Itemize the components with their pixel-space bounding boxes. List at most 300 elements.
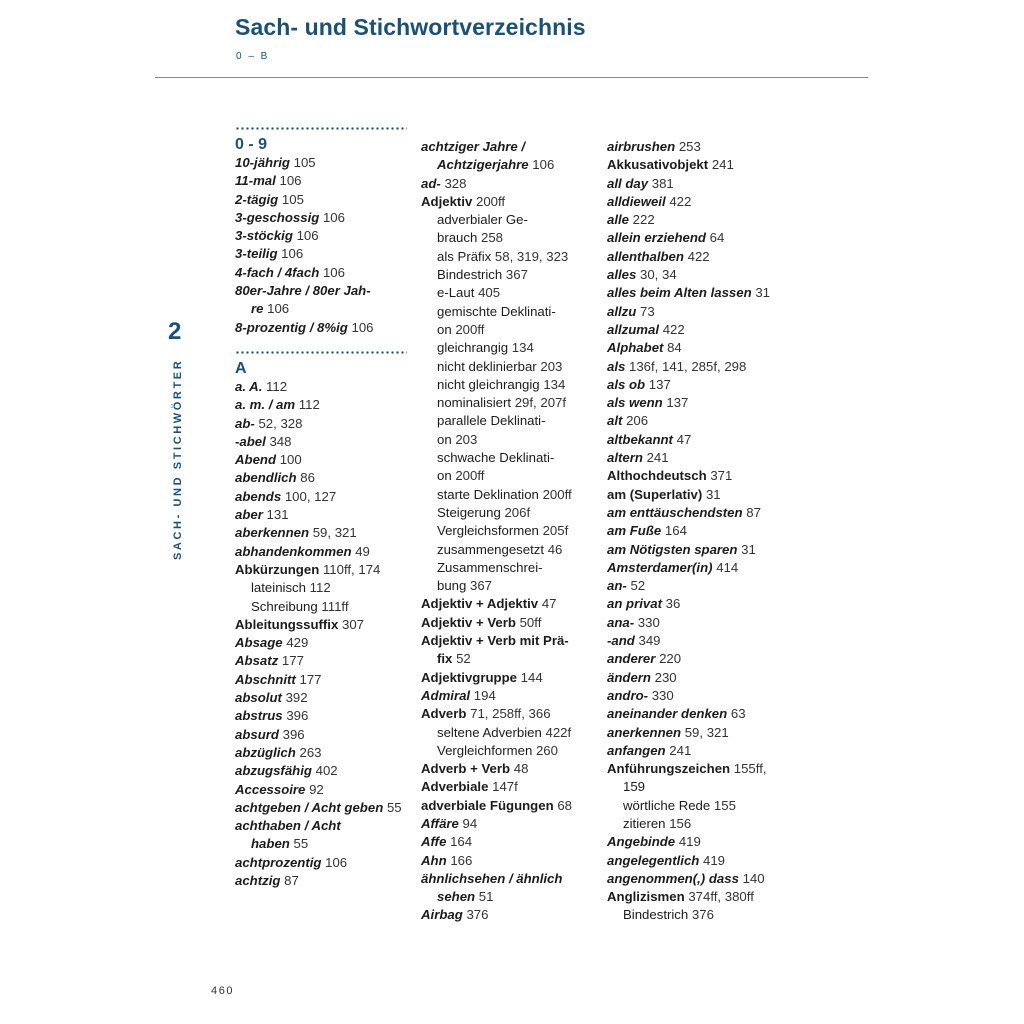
- index-entry: [607, 138, 787, 156]
- entry-pages: 68: [557, 797, 572, 813]
- entry-pages: 381: [651, 175, 674, 191]
- index-entry: [607, 156, 787, 174]
- index-entry: [235, 245, 415, 263]
- index-subentry: [421, 541, 601, 559]
- entry-term: nicht deklinierbar: [437, 358, 537, 374]
- entry-pages: 58, 319, 323: [494, 248, 569, 264]
- index-entry: [607, 193, 787, 211]
- entry-term: 10-jährig: [235, 155, 290, 170]
- entry-term: Vergleichsformen: [437, 523, 539, 539]
- entry-pages: 31: [741, 541, 756, 557]
- entry-pages: 307: [341, 616, 364, 632]
- index-entry: [607, 467, 787, 485]
- entry-pages: 106: [296, 228, 319, 244]
- entry-pages: 55: [386, 799, 402, 815]
- index-entry: [607, 284, 787, 302]
- entry-term: Absage: [235, 635, 283, 651]
- index-entry: [607, 724, 787, 742]
- entry-pages: 131: [266, 507, 289, 523]
- entry-term: achtziger Jahre /: [421, 139, 526, 154]
- entry-term: 80er-Jahre / 80er Jah-: [235, 283, 371, 299]
- entry-term: Althochdeutsch: [607, 468, 707, 484]
- index-subentry: [235, 598, 415, 616]
- entry-term: angelegentlich: [607, 852, 700, 868]
- index-subentry: [235, 300, 415, 318]
- index-entry: [235, 319, 415, 337]
- entry-term: an privat: [607, 596, 662, 612]
- entry-pages: 52, 328: [258, 415, 303, 431]
- entry-term: Adverb: [421, 706, 467, 722]
- entry-pages: 405: [478, 285, 501, 301]
- entry-pages: 84: [667, 340, 682, 356]
- index-subentry: [607, 778, 787, 796]
- entry-pages: 155ff,: [733, 761, 767, 777]
- section-divider: [235, 127, 407, 130]
- index-entry: [235, 209, 415, 227]
- index-subentry: [607, 797, 787, 815]
- entry-pages: 52: [630, 578, 646, 594]
- entry-term: Bindestrich: [437, 267, 503, 283]
- index-entry: [607, 431, 787, 449]
- entry-pages: 422: [669, 193, 692, 209]
- index-entry: [235, 726, 415, 744]
- entry-term: 3-stöckig: [235, 228, 293, 244]
- entry-term: als Präfix: [437, 248, 492, 264]
- index-entry: [421, 852, 601, 870]
- entry-term: airbrushen: [607, 139, 676, 154]
- entry-term: ad-: [421, 175, 441, 191]
- index-entry: [235, 854, 415, 872]
- entry-pages: 31: [705, 486, 721, 502]
- entry-term: ab-: [235, 415, 255, 431]
- entry-term: am (Superlativ): [607, 486, 703, 502]
- index-subentry: [421, 339, 601, 357]
- entry-pages: 100: [279, 452, 302, 468]
- entry-term: Angebinde: [607, 834, 676, 850]
- entry-pages: 134: [511, 340, 534, 356]
- entry-pages: 348: [269, 433, 292, 449]
- entry-pages: 371: [710, 468, 733, 484]
- index-subentry: [421, 156, 601, 174]
- entry-term: wörtliche Rede: [623, 797, 711, 813]
- entry-term: Achtzigerjahre: [437, 157, 529, 173]
- index-entry: [607, 412, 787, 430]
- entry-term: Abend: [235, 452, 277, 468]
- entry-term: allzu: [607, 303, 637, 319]
- entry-term: 8-prozentig / 8%ig: [235, 319, 348, 335]
- entry-term: anderer: [607, 651, 656, 667]
- entry-pages: 87: [284, 872, 299, 888]
- entry-term: am Nötigsten sparen: [607, 541, 738, 557]
- entry-pages: 64: [709, 230, 725, 246]
- index-subentry: [421, 358, 601, 376]
- entry-pages: 29f, 207f: [514, 395, 567, 411]
- index-entry: [607, 705, 787, 723]
- index-entry: [607, 248, 787, 266]
- index-subentry: [421, 412, 601, 430]
- entry-term: achtzig: [235, 872, 281, 888]
- entry-pages: 205f: [542, 523, 569, 539]
- entry-pages: 47: [541, 596, 557, 612]
- index-entry: [607, 376, 787, 394]
- index-entry: [421, 669, 601, 687]
- index-entry: [235, 872, 415, 890]
- index-entry: [607, 211, 787, 229]
- index-entry: [421, 870, 601, 888]
- page-title: Sach- und Stichwortverzeichnis: [235, 14, 586, 40]
- entry-pages: 92: [309, 781, 324, 797]
- entry-pages: 203: [455, 431, 478, 447]
- entry-term: angenommen(,) dass: [607, 870, 739, 886]
- entry-pages: 144: [520, 669, 543, 685]
- index-entry: [607, 833, 787, 851]
- entry-pages: 49: [355, 543, 370, 559]
- index-entry: [607, 541, 787, 559]
- index-entry: [235, 172, 415, 190]
- index-entry: [607, 852, 787, 870]
- index-entry: [607, 669, 787, 687]
- entry-pages: 87: [746, 504, 761, 520]
- index-entry: [607, 742, 787, 760]
- chapter-number: 2: [168, 318, 182, 345]
- index-entry: [421, 687, 601, 705]
- entry-term: adverbialer Ge-: [437, 212, 528, 228]
- entry-term: als: [607, 358, 626, 374]
- entry-pages: 140: [742, 870, 765, 886]
- entry-term: achthaben / Acht: [235, 818, 341, 834]
- entry-term: nominalisiert: [437, 395, 512, 411]
- index-entry: [421, 632, 601, 650]
- entry-term: abstrus: [235, 708, 283, 724]
- entry-pages: 36: [665, 596, 681, 612]
- entry-term: nicht gleichrangig: [437, 376, 540, 392]
- entry-term: seltene Adverbien: [437, 724, 542, 740]
- entry-term: ana-: [607, 614, 635, 630]
- entry-term: brauch: [437, 230, 478, 246]
- entry-pages: 200ff: [542, 486, 572, 502]
- index-entry: [235, 799, 415, 817]
- index-entry: [607, 614, 787, 632]
- entry-pages: 419: [703, 852, 726, 868]
- entry-pages: 71, 258ff, 366: [470, 706, 551, 722]
- entry-pages: 374ff, 380ff: [688, 889, 754, 905]
- index-entry: [235, 689, 415, 707]
- entry-term: abzüglich: [235, 744, 296, 760]
- index-subentry: [421, 522, 601, 540]
- index-subentry: [421, 431, 601, 449]
- entry-term: als wenn: [607, 395, 663, 411]
- index-subentry: [421, 650, 601, 668]
- entry-term: schwache Deklinati-: [437, 450, 555, 466]
- entry-term: abends: [235, 488, 282, 504]
- entry-pages: 260: [535, 742, 558, 758]
- entry-term: absolut: [235, 690, 282, 706]
- section-divider: [235, 351, 407, 354]
- entry-pages: 106: [532, 157, 555, 173]
- entry-pages: 349: [638, 633, 661, 649]
- index-entry: [235, 561, 415, 579]
- entry-term: bung: [437, 578, 467, 594]
- entry-term: Anführungszeichen: [607, 761, 731, 777]
- index-subentry: [421, 321, 601, 339]
- entry-term: abendlich: [235, 470, 297, 486]
- entry-pages: 137: [666, 395, 689, 411]
- entry-pages: 166: [450, 852, 473, 868]
- entry-term: ändern: [607, 669, 651, 685]
- entry-term: Ahn: [421, 852, 447, 868]
- index-entry: [235, 191, 415, 209]
- entry-term: Accessoire: [235, 781, 306, 797]
- entry-pages: 200ff: [475, 193, 506, 209]
- index-entry: [421, 705, 601, 723]
- entry-pages: 63: [730, 706, 746, 722]
- entry-term: aberkennen: [235, 525, 310, 541]
- entry-pages: 50ff: [519, 614, 542, 630]
- index-entry: [421, 138, 601, 156]
- entry-term: als ob: [607, 376, 646, 392]
- entry-term: achtprozentig: [235, 854, 322, 870]
- entry-pages: 100, 127: [284, 488, 337, 504]
- entry-term: starte Deklination: [437, 486, 539, 502]
- index-entry: [235, 469, 415, 487]
- entry-pages: 422: [662, 321, 685, 337]
- entry-pages: 330: [637, 614, 660, 630]
- entry-term: on: [437, 321, 452, 337]
- index-entry: [607, 175, 787, 193]
- entry-pages: 134: [543, 376, 566, 392]
- entry-term: e-Laut: [437, 285, 475, 301]
- index-entry: [235, 227, 415, 245]
- index-entry: [607, 577, 787, 595]
- index-subentry: [421, 724, 601, 742]
- entry-term: ähnlichsehen / ähnlich: [421, 870, 563, 886]
- entry-pages: 253: [678, 139, 701, 154]
- entry-term: Steigerung: [437, 504, 501, 520]
- index-entry: [607, 394, 787, 412]
- section-heading: A: [235, 359, 247, 377]
- entry-pages: 164: [664, 523, 687, 539]
- index-subentry: [421, 266, 601, 284]
- entry-pages: 112: [266, 378, 288, 394]
- section-heading: 0 - 9: [235, 136, 268, 153]
- entry-term: a. m. / am: [235, 397, 296, 413]
- entry-pages: 106: [351, 319, 374, 335]
- entry-term: Bindestrich: [623, 907, 689, 923]
- entry-term: Adjektiv + Verb mit Prä-: [421, 633, 569, 649]
- entry-pages: 55: [293, 836, 309, 852]
- index-entry: [421, 906, 601, 924]
- page-number: 460: [211, 985, 235, 997]
- entry-pages: 422: [687, 248, 710, 264]
- entry-pages: 106: [322, 209, 345, 225]
- entry-pages: 402: [315, 763, 338, 779]
- entry-term: allenthalben: [607, 248, 684, 264]
- index-entry: [235, 762, 415, 780]
- entry-pages: 258: [481, 230, 504, 246]
- entry-term: anerkennen: [607, 724, 682, 740]
- index-entry: [235, 652, 415, 670]
- entry-pages: 112: [298, 397, 320, 413]
- entry-pages: 136f, 141, 285f, 298: [629, 358, 747, 374]
- entry-pages: 106: [281, 246, 304, 262]
- index-entry: [607, 760, 787, 778]
- entry-pages: 105: [293, 155, 316, 170]
- index-subentry: [421, 486, 601, 504]
- entry-pages: 392: [285, 690, 308, 706]
- entry-pages: 106: [322, 264, 345, 280]
- entry-term: gleichrangig: [437, 340, 509, 356]
- entry-pages: 241: [711, 157, 734, 173]
- entry-term: 2-tägig: [235, 191, 279, 207]
- entry-term: allzumal: [607, 321, 660, 337]
- entry-term: abhandenkommen: [235, 543, 352, 559]
- index-entry: [235, 506, 415, 524]
- index-entry: [607, 303, 787, 321]
- index-entry: [235, 543, 415, 561]
- index-entry: [235, 616, 415, 634]
- entry-pages: 47: [676, 431, 692, 447]
- index-entry: [421, 175, 601, 193]
- header-rule: [155, 77, 868, 78]
- index-subentry: [235, 579, 415, 597]
- entry-pages: 200ff: [455, 468, 485, 484]
- index-column-2: [421, 138, 601, 925]
- entry-term: re: [251, 301, 264, 317]
- entry-pages: 147f: [492, 779, 518, 795]
- entry-pages: 222: [632, 212, 655, 228]
- entry-term: alle: [607, 212, 629, 228]
- entry-term: parallele Deklinati-: [437, 413, 546, 429]
- entry-term: Affe: [421, 834, 447, 850]
- section-spacer: [235, 337, 415, 351]
- entry-term: adverbiale Fügungen: [421, 797, 554, 813]
- index-subentry: [421, 211, 601, 229]
- entry-term: achtgeben / Acht geben: [235, 799, 384, 815]
- index-entry: [235, 671, 415, 689]
- entry-pages: 155: [713, 797, 736, 813]
- index-entry: [607, 486, 787, 504]
- entry-term: Adverbiale: [421, 779, 489, 795]
- index-entry: [235, 154, 415, 172]
- entry-pages: 110ff, 174: [322, 561, 381, 577]
- entry-term: lateinisch: [251, 580, 306, 596]
- index-entry: [607, 559, 787, 577]
- entry-term: gemischte Deklinati-: [437, 303, 556, 319]
- index-entry: [235, 282, 415, 300]
- index-entry: [235, 451, 415, 469]
- index-entry: [235, 817, 415, 835]
- index-entry: [235, 415, 415, 433]
- entry-pages: 30, 34: [640, 267, 677, 283]
- index-entry: [607, 650, 787, 668]
- entry-term: altern: [607, 450, 643, 466]
- index-subentry: [421, 504, 601, 522]
- index-entry: [607, 595, 787, 613]
- entry-term: Schreibung: [251, 598, 318, 614]
- entry-pages: 52: [456, 651, 471, 667]
- entry-pages: 105: [281, 191, 304, 207]
- entry-term: allein erziehend: [607, 230, 706, 246]
- entry-term: zitieren: [623, 815, 666, 831]
- entry-pages: 241: [646, 450, 669, 466]
- index-entry: [607, 504, 787, 522]
- index-entry: [421, 778, 601, 796]
- entry-term: Affäre: [421, 815, 459, 831]
- entry-term: anfangen: [607, 742, 666, 758]
- entry-pages: 414: [716, 559, 739, 575]
- index-entry: [607, 522, 787, 540]
- entry-pages: 419: [678, 834, 701, 850]
- entry-term: 3-geschossig: [235, 209, 320, 225]
- index-entry: [607, 321, 787, 339]
- index-entry: [607, 632, 787, 650]
- entry-pages: 429: [286, 635, 309, 651]
- entry-pages: 86: [300, 470, 315, 486]
- entry-pages: 111ff: [321, 598, 349, 614]
- entry-term: Alphabet: [607, 340, 664, 356]
- entry-term: zusammengesetzt: [437, 541, 545, 557]
- entry-term: fix: [437, 651, 453, 667]
- index-entry: [607, 870, 787, 888]
- entry-pages: 94: [462, 815, 478, 831]
- entry-term: am enttäuschendsten: [607, 504, 743, 520]
- entry-pages: 177: [281, 653, 304, 669]
- index-entry: [421, 760, 601, 778]
- index-entry: [421, 193, 601, 211]
- index-subentry: [421, 449, 601, 467]
- index-entry: [235, 744, 415, 762]
- entry-term: alles beim Alten lassen: [607, 285, 752, 301]
- entry-pages: 206f: [504, 504, 531, 520]
- index-subentry: [421, 742, 601, 760]
- entry-pages: 396: [286, 708, 309, 724]
- entry-term: 4-fach / 4fach: [235, 264, 320, 280]
- index-subentry: [421, 229, 601, 247]
- index-subentry: [421, 248, 601, 266]
- entry-term: aber: [235, 507, 263, 523]
- index-subentry: [421, 577, 601, 595]
- index-subentry: [421, 284, 601, 302]
- entry-pages: 220: [659, 651, 682, 667]
- index-entry: [235, 433, 415, 451]
- index-entry: [607, 266, 787, 284]
- index-entry: [235, 524, 415, 542]
- index-entry: [421, 595, 601, 613]
- entry-term: Absatz: [235, 653, 279, 669]
- entry-pages: 376: [691, 907, 714, 923]
- entry-term: Anglizismen: [607, 889, 685, 905]
- entry-term: Adjektiv + Adjektiv: [421, 596, 539, 612]
- entry-pages: 177: [299, 671, 322, 687]
- index-column-3: [607, 138, 787, 925]
- index-subentry: [421, 888, 601, 906]
- entry-pages: 396: [282, 726, 305, 742]
- index-subentry: [607, 906, 787, 924]
- index-entry: [235, 264, 415, 282]
- index-entry: [421, 797, 601, 815]
- entry-pages: 206: [626, 413, 649, 429]
- entry-pages: 376: [466, 907, 489, 923]
- entry-pages: 241: [669, 742, 692, 758]
- page-range: 0 – B: [236, 51, 270, 62]
- entry-pages: 112: [309, 580, 331, 596]
- entry-term: absurd: [235, 726, 279, 742]
- index-entry: [607, 229, 787, 247]
- entry-term: Adjektiv + Verb: [421, 614, 516, 630]
- entry-pages: 156: [669, 815, 692, 831]
- entry-term: 11-mal: [235, 173, 276, 189]
- entry-term: alt: [607, 413, 623, 429]
